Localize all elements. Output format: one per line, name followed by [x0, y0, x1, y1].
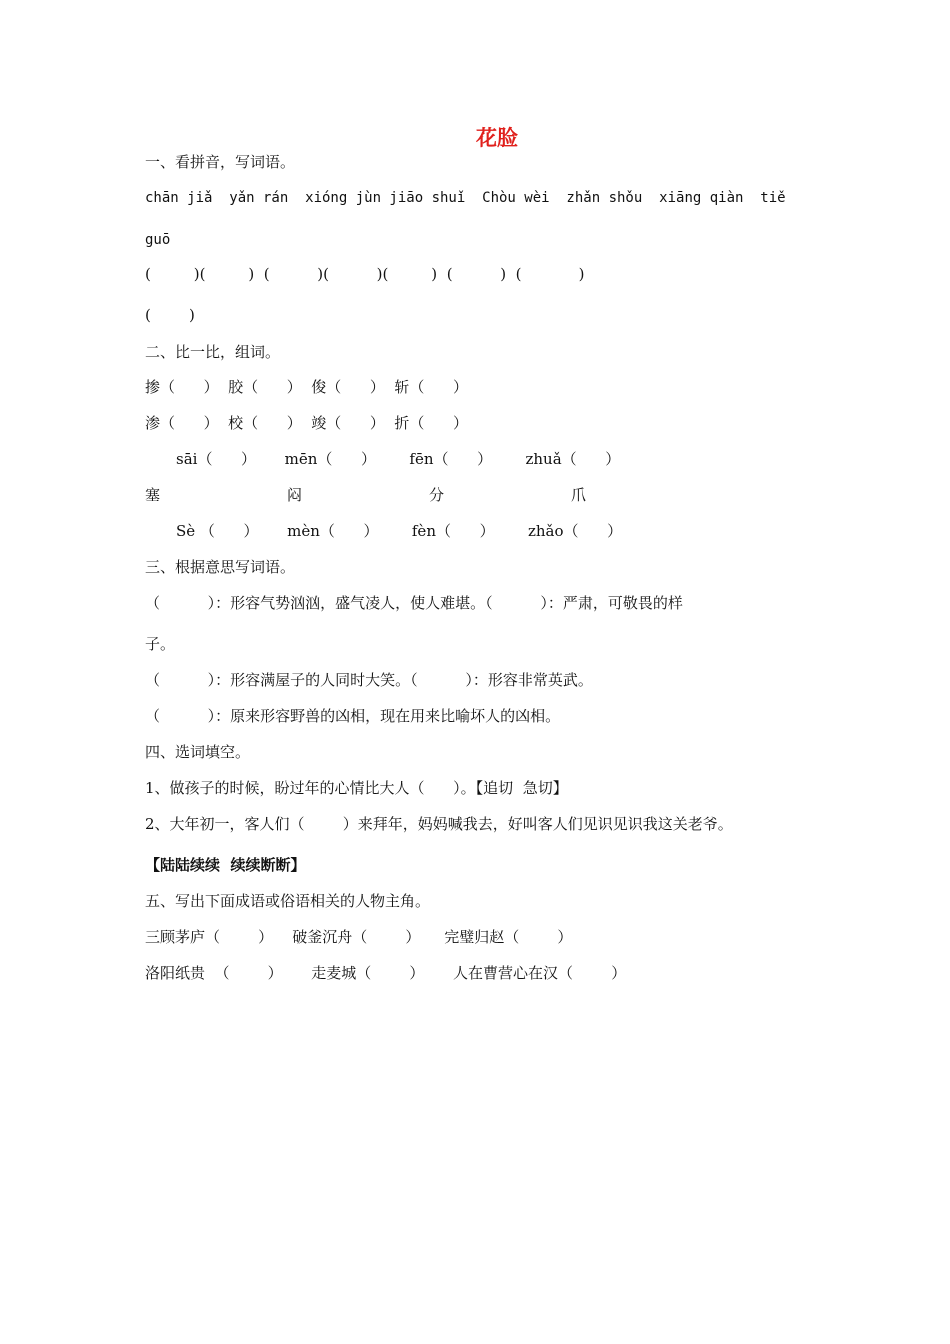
polyphone-row-2: Sè （ ） mèn（ ） fèn（ ） zhǎo（ ）: [176, 522, 623, 540]
section-5-heading: 五、写出下面成语或俗语相关的人物主角。: [145, 892, 431, 910]
polyphone-char-men: 闷: [287, 486, 303, 504]
section-4-heading: 四、选词填空。: [145, 743, 251, 761]
compare-row-1: 掺（ ） 胶（ ） 俊（ ） 斩（ ）: [145, 378, 469, 396]
meaning-line-1-continued: 子。: [145, 635, 176, 653]
compare-row-2: 渗（ ） 校（ ） 竣（ ） 折（ ）: [145, 414, 469, 432]
polyphone-row-1: sāi（ ） mēn（ ） fēn（ ） zhuǎ（ ）: [176, 450, 621, 468]
idiom-row-2: 洛阳纸贵 （ ） 走麦城（ ） 人在曹营心在汉（ ）: [145, 964, 627, 982]
fill-question-2: 2、大年初一，客人们（ ）来拜年，妈妈喊我去，好叫客人们见识见识我这关老爷。: [145, 815, 733, 833]
answer-blanks-line-1: ( )( ) ( )( )( ) ( ) ( ): [145, 265, 585, 283]
answer-blanks-line-2: ( ): [145, 306, 195, 324]
meaning-line-3: （ ）：原来形容野兽的凶相，现在用来比喻坏人的凶相。: [145, 707, 561, 725]
section-2-heading: 二、比一比，组词。: [145, 343, 281, 361]
fill-question-2-options: 【陆陆续续 续续断断】: [145, 856, 306, 874]
meaning-line-1: （ ）：形容气势汹汹，盛气凌人，使人难堪。（ ）：严肃，可敬畏的样: [145, 594, 683, 612]
pinyin-line-2: guō: [145, 232, 171, 248]
pinyin-line-1: chān jiǎ yǎn rán xióng jùn jiāo shuǐ Chòu wèi zhǎn shǒu xiāng qiàn tiě: [145, 190, 786, 206]
fill-question-1: 1、做孩子的时候，盼过年的心情比大人（ ）。【追切 急切】: [145, 779, 568, 797]
polyphone-char-sai: 塞: [145, 486, 161, 504]
section-3-heading: 三、根据意思写词语。: [145, 558, 296, 576]
polyphone-char-fen: 分: [429, 486, 445, 504]
section-1-heading: 一、看拼音，写词语。: [145, 153, 296, 171]
meaning-line-2: （ ）：形容满屋子的人同时大笑。（ ）：形容非常英武。: [145, 671, 593, 689]
page-title: 花脸: [476, 125, 518, 150]
idiom-row-1: 三顾茅庐（ ） 破釜沉舟（ ） 完璧归赵（ ）: [145, 928, 573, 946]
polyphone-char-zhua: 爪: [571, 486, 587, 504]
